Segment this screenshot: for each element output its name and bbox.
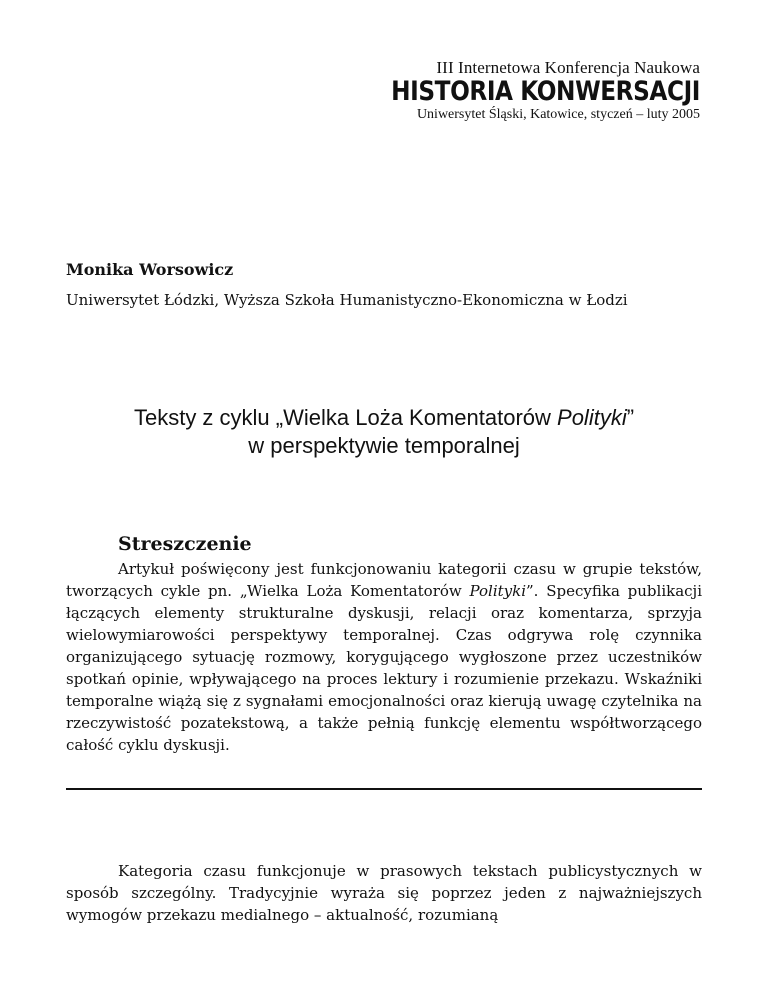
title-line2: w perspektywie temporalnej: [248, 433, 520, 458]
body-paragraph: Kategoria czasu funkcjonuje w prasowych tekstach publicystycznych w sposób szczególny. Tradycyjnie wyraża się poprzez jeden z najważniejszych wymogów przekazu medialnego – aktualność, rozumianą: [66, 862, 702, 924]
title-part2: ”: [626, 405, 635, 430]
conference-line: III Internetowa Konferencja Naukowa: [436, 58, 700, 77]
conference-title: HISTORIA KONWERSACJI: [391, 76, 700, 107]
author-affiliation: Uniwersytet Łódzki, Wyższa Szkoła Humanistyczno-Ekonomiczna w Łodzi: [66, 291, 628, 309]
title-italic: Polityki: [557, 405, 627, 430]
abstract-text-after: ”. Specyfika publikacji łączących elementy strukturalne dyskusji, relacji oraz komentarza, sprzyja wielowymiarowości perspektywy temporalnej. Czas odgrywa rolę czynnika organizującego sytuację rozmowy, korygującego wygłoszone przez uczestników spotkań opinie, wpływającego na proces lektury i rozumienie przekazu. Wskaźniki temporalne wiążą się z sygnałami emocjonalności oraz kierują uwagę czytelnika na rzeczywistość pozatekstową, a także pełnią funkcję elementu współtworzącego całość cyklu dyskusji.: [66, 582, 702, 754]
abstract-text-italic: Polityki: [469, 582, 527, 600]
abstract-text: [66, 558, 702, 756]
author-name: Monika Worsowicz: [66, 260, 234, 279]
conference-place: Uniwersytet Śląski, Katowice, styczeń – luty 2005: [416, 107, 700, 122]
title-part1: Teksty z cyklu „Wielka Loża Komentatorów: [133, 405, 558, 430]
abstract-text-before: Artykuł poświęcony jest funkcjonowaniu kategorii czasu w grupie tekstów, tworzących cykle pn. „Wielka Loża Komentatorów: [66, 560, 702, 600]
conference-header: [300, 58, 700, 124]
article-title: [66, 404, 702, 460]
abstract-heading: Streszczenie: [118, 533, 252, 555]
abstract-divider: [66, 788, 702, 790]
